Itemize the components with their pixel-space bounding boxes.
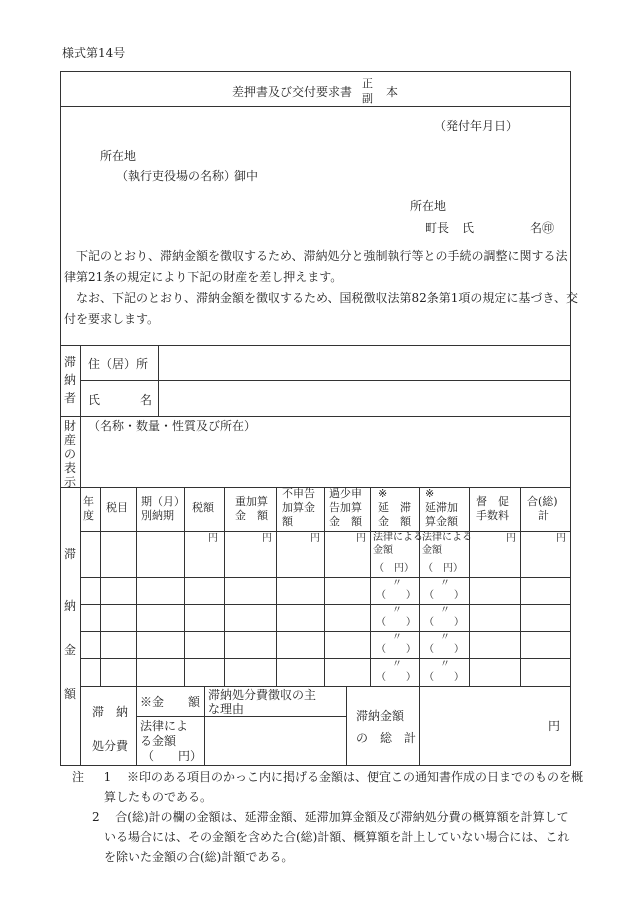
property-description-label: （名称・数量・性質及び所在） xyxy=(88,419,257,433)
ditto-late-add-r3: 〃 xyxy=(440,605,450,616)
col-line-9 xyxy=(469,487,470,686)
disposal-legal-amount-2: る金額 xyxy=(140,734,177,748)
disposal-inner-divider xyxy=(136,716,346,717)
col-dunning-fee-2: 手数料 xyxy=(476,509,509,522)
addressee-honorific: 御中 xyxy=(234,169,259,183)
property-label-4: 表 xyxy=(64,461,77,475)
legal-amount-late-fee-1: 法律による xyxy=(373,532,423,543)
col-tax-amount: 税額 xyxy=(192,501,214,514)
disposal-main-reason-1: 滞納処分費徴収の主 xyxy=(208,688,317,702)
col-late-add-1: ※ xyxy=(425,487,435,500)
col-under-report-add-3: 金 額 xyxy=(329,515,362,528)
paren-late-fee-r5: （ ） xyxy=(376,672,416,683)
sender-title: 町長 xyxy=(425,221,450,235)
col-under-report-add-1: 過少申 xyxy=(329,487,362,500)
ditto-late-add-r2: 〃 xyxy=(440,578,450,589)
col-non-report-add-2: 加算金 xyxy=(282,501,315,514)
col-total-1: 合(総) xyxy=(527,495,558,508)
note-2-line-2: いる場合には、その金額を含めた合(総)計額、概算額を計上していない場合には、これ xyxy=(104,830,570,844)
sender-location: 所在地 xyxy=(410,199,447,213)
disposal-label-top: 滞 納 xyxy=(92,705,129,719)
disposal-col-line-1 xyxy=(136,686,137,766)
taxpayer-label-2: 納 xyxy=(64,373,77,387)
ditto-late-fee-r3: 〃 xyxy=(392,605,402,616)
notes-section xyxy=(72,767,583,867)
col-line-2 xyxy=(136,487,137,686)
paren-late-add-r2: （ ） xyxy=(424,590,464,601)
grand-total-label-1: 滞納金額 xyxy=(356,709,405,723)
disposal-col-line-4 xyxy=(419,686,420,766)
col-year-2: 度 xyxy=(83,509,94,522)
yen-heavy-add: 円 xyxy=(262,533,272,544)
paragraph-1-line-1: 下記のとおり、滞納金額を徴収するため、滞納処分と強制執行等との手続の調整に関する法 xyxy=(76,249,568,263)
ditto-late-fee-r4: 〃 xyxy=(392,632,402,643)
note-1-line-2: 算したものである。 xyxy=(104,790,213,804)
col-under-report-add-2: 告加算 xyxy=(329,501,362,514)
address-label: 住（居）所 xyxy=(88,357,149,371)
col-late-add-2: 延滞加 xyxy=(425,501,458,514)
col-late-fee-3: 金 額 xyxy=(378,515,411,528)
paren-late-fee-r3: （ ） xyxy=(376,617,416,628)
addressee-office: （執行吏役場の名称） xyxy=(116,169,237,183)
table-row-divider-3 xyxy=(80,631,571,632)
notes-prefix: 注 xyxy=(72,770,85,784)
col-period-1: 期（月） xyxy=(141,495,185,508)
col-total-2: 計 xyxy=(538,509,549,522)
col-dunning-fee-1: 督 促 xyxy=(476,495,509,508)
paren-late-add-r5: （ ） xyxy=(424,672,464,683)
note-2-number: 2 xyxy=(92,810,100,824)
note-2-line-1 xyxy=(72,807,572,827)
form-number: 様式第14号 xyxy=(62,46,126,60)
col-line-8 xyxy=(419,487,420,686)
disposal-col-line-2 xyxy=(204,686,205,766)
col-non-report-add-1: 不申告 xyxy=(282,487,315,500)
table-row-divider-4 xyxy=(80,658,571,659)
paragraph-1-line-2: 律第21条の規定により下記の財産を差し押えます。 xyxy=(64,270,343,284)
col-late-add-3: 算金額 xyxy=(425,515,458,528)
property-label-5: 示 xyxy=(64,475,77,489)
col-non-report-add-3: 額 xyxy=(282,515,293,528)
col-heavy-add-1: 重加算 xyxy=(235,495,268,508)
ditto-late-add-r4: 〃 xyxy=(440,632,450,643)
col-line-5 xyxy=(276,487,277,686)
property-label-3: の xyxy=(64,447,77,461)
disposal-legal-amount-1: 法律によ xyxy=(140,719,189,733)
property-label-2: 産 xyxy=(64,433,77,447)
note-2-text-1: 合(総)計の欄の金額は、延滞金額、延滞加算金額及び滞納処分費の概算額を計算して xyxy=(115,810,569,824)
col-tax-item: 税目 xyxy=(106,501,128,514)
note-2-line-3: を除いた金額の合(総)計額である。 xyxy=(104,850,294,864)
disposal-label-bottom: 処分費 xyxy=(92,739,129,753)
disposal-legal-amount-3: （ 円） xyxy=(142,749,203,763)
table-row-divider-2 xyxy=(80,604,571,605)
copy-type-original: 正 xyxy=(362,77,373,90)
taxpayer-label-3: 者 xyxy=(64,391,77,405)
property-label-1: 財 xyxy=(64,419,77,433)
paren-late-add-r3: （ ） xyxy=(424,617,464,628)
copy-type-suffix: 本 xyxy=(386,85,399,99)
left-label-column-line xyxy=(80,345,81,766)
name-label-second: 名 xyxy=(140,393,153,407)
paren-yen-late-add: （ 円） xyxy=(423,563,463,574)
taxpayer-row-divider xyxy=(80,380,571,381)
delinquent-label-3: 金 xyxy=(64,643,77,657)
taxpayer-section-divider xyxy=(60,416,571,417)
yen-under-report-add: 円 xyxy=(356,533,366,544)
paragraph-2-line-2: 付を要求します。 xyxy=(64,312,160,326)
col-year-1: 年 xyxy=(83,495,94,508)
legal-amount-late-add-2: 金額 xyxy=(422,545,442,556)
col-line-3 xyxy=(184,487,185,686)
table-row-divider-1 xyxy=(80,577,571,578)
paren-yen-late-fee: （ 円） xyxy=(374,563,414,574)
grand-total-yen: 円 xyxy=(548,719,561,733)
delinquent-label-4: 額 xyxy=(64,687,77,701)
disposal-main-reason-2: な理由 xyxy=(208,702,245,716)
header-divider xyxy=(60,106,571,107)
note-1-number: 1 xyxy=(103,770,112,784)
form-title: 差押書及び交付要求書 xyxy=(232,85,353,99)
yen-non-report-add: 円 xyxy=(310,533,320,544)
addressee-location: 所在地 xyxy=(100,149,137,163)
disposal-col-line-3 xyxy=(346,686,347,766)
col-line-10 xyxy=(520,487,521,686)
delinquent-label-1: 滞 xyxy=(64,547,77,561)
letter-divider xyxy=(60,345,571,346)
issue-date: （発付年月日） xyxy=(434,119,519,133)
delinquent-label-2: 納 xyxy=(64,599,77,613)
taxpayer-label-1: 滞 xyxy=(64,355,77,369)
paragraph-2-line-1: なお、下記のとおり、滞納金額を徴収するため、国税徴収法第82条第1項の規定に基づき、交 xyxy=(76,291,578,305)
ditto-late-fee-r2: 〃 xyxy=(392,578,402,589)
col-late-fee-1: ※ xyxy=(378,487,388,500)
col-period-2: 別納期 xyxy=(141,509,174,522)
paren-late-add-r4: （ ） xyxy=(424,644,464,655)
table-bottom-divider xyxy=(80,686,571,687)
yen-dunning-fee: 円 xyxy=(506,533,516,544)
grand-total-label-2: の 総 計 xyxy=(356,731,417,745)
name-label-first: 氏 xyxy=(88,393,101,407)
note-1-text-1: ※印のある項目のかっこ内に掲げる金額は、便宜この通知書作成の日までのものを概 xyxy=(126,770,583,784)
copy-type-duplicate: 副 xyxy=(362,92,373,105)
sender-name-suffix: 氏 xyxy=(462,221,475,235)
paren-late-fee-r4: （ ） xyxy=(376,644,416,655)
col-line-4 xyxy=(224,487,225,686)
sender-seal: 名㊞ xyxy=(530,221,555,235)
ditto-late-fee-r5: 〃 xyxy=(392,659,402,670)
body-text xyxy=(64,246,578,330)
yen-tax-amount: 円 xyxy=(208,533,218,544)
legal-amount-late-add-1: 法律による xyxy=(422,532,472,543)
col-late-fee-2: 延 滞 xyxy=(378,501,411,514)
ditto-late-add-r5: 〃 xyxy=(440,659,450,670)
paren-late-fee-r2: （ ） xyxy=(376,590,416,601)
col-line-7 xyxy=(370,487,371,686)
col-line-1 xyxy=(100,487,101,686)
table-header-divider xyxy=(80,531,571,532)
legal-amount-late-fee-2: 金額 xyxy=(373,545,393,556)
col-line-6 xyxy=(324,487,325,686)
note-1-line-1 xyxy=(72,767,583,787)
yen-total: 円 xyxy=(556,533,566,544)
col-heavy-add-2: 金 額 xyxy=(235,509,268,522)
disposal-asterisk-amount: ※金 額 xyxy=(140,695,201,709)
